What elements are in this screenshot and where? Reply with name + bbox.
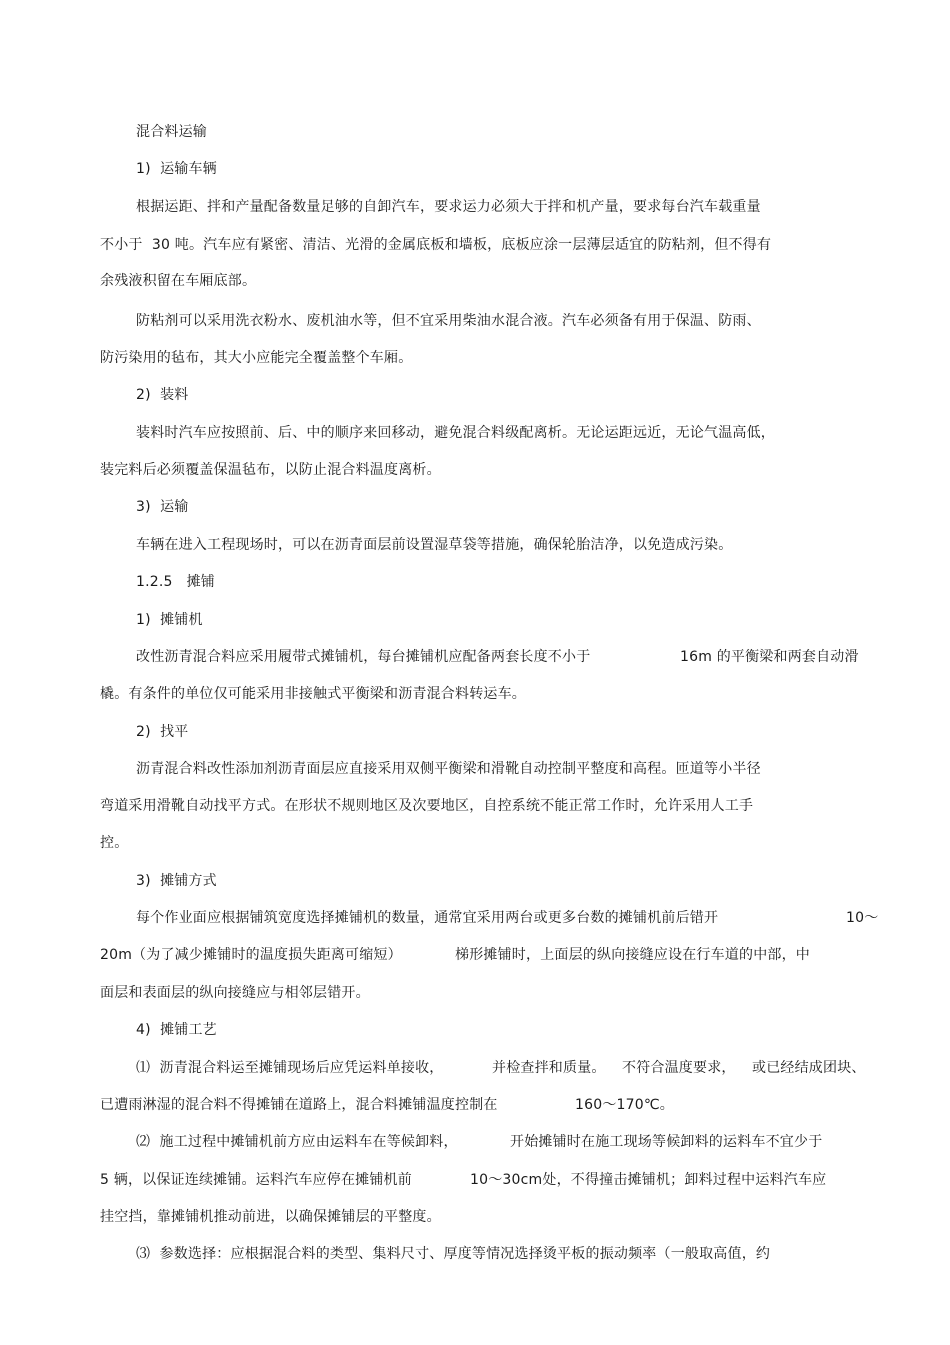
paragraph-line: 橇。有条件的单位仅可能采用非接触式平衡梁和沥青混合料转运车。 (100, 686, 526, 702)
paragraph-line: 装料时汽车应按照前、后、中的顺序来回移动，避免混合料级配离析。无论运距远近，无论气温高低， (136, 425, 775, 441)
paragraph-line: 沥青混合料改性添加剂沥青面层应直接采用双侧平衡梁和滑靴自动控制平整度和高程。匝道等小半径 (136, 761, 761, 777)
paragraph-line: 余残液积留在车厢底部。 (100, 273, 257, 289)
paragraph-line: 车辆在进入工程现场时，可以在沥青面层前设置湿草袋等措施，确保轮胎洁净，以免造成污染。 (136, 537, 733, 553)
paragraph-line: 挂空挡，靠摊铺机推动前进，以确保摊铺层的平整度。 (100, 1209, 441, 1225)
paragraph-line: 根据运距、拌和产量配备数量足够的自卸汽车，要求运力必须大于拌和机产量，要求每台汽车载重量 (136, 199, 761, 215)
paragraph-line: ⑵ 施工过程中摊铺机前方应由运料车在等候卸料， (136, 1134, 458, 1150)
paragraph-line: 面层和表面层的纵向接缝应与相邻层错开。 (100, 985, 370, 1001)
subheading: 2) 找平 (136, 724, 189, 740)
paragraph-line-part: 160～170℃。 (575, 1097, 674, 1113)
section-heading: 1.2.5 摊铺 (136, 574, 215, 590)
paragraph-line-part: 不符合温度要求， (622, 1060, 736, 1076)
subheading: 2) 装料 (136, 387, 189, 403)
subheading: 1) 运输车辆 (136, 161, 217, 177)
paragraph-line: 每个作业面应根据铺筑宽度选择摊铺机的数量，通常宜采用两台或更多台数的摊铺机前后错开 (136, 910, 719, 926)
paragraph-line: 控。 (100, 835, 129, 851)
paragraph-line-part: 16m 的平衡梁和两套自动滑 (680, 649, 859, 665)
paragraph-line-part: 梯形摊铺时，上面层的纵向接缝应设在行车道的中部，中 (455, 947, 810, 963)
paragraph-line: 不小于 30 吨。汽车应有紧密、清洁、光滑的金属底板和墙板，底板应涂一层薄层适宜的防粘剂，但不得有 (100, 237, 772, 253)
paragraph-line-part: 开始摊铺时在施工现场等候卸料的运料车不宜少于 (510, 1134, 823, 1150)
subheading: 1) 摊铺机 (136, 612, 203, 628)
paragraph-line: ⑶ 参数选择：应根据混合料的类型、集料尺寸、厚度等情况选择烫平板的振动频率（一般取高值，约 (136, 1246, 771, 1262)
paragraph-line-part: 10～30cm处，不得撞击摊铺机；卸料过程中运料汽车应 (470, 1172, 827, 1188)
section-heading: 混合料运输 (136, 124, 207, 140)
subheading: 3) 运输 (136, 499, 189, 515)
paragraph-line: 装完料后必须覆盖保温毡布，以防止混合料温度离析。 (100, 462, 441, 478)
paragraph-line: 改性沥青混合料应采用履带式摊铺机，每台摊铺机应配备两套长度不小于 (136, 649, 591, 665)
paragraph-line-part: 10～ (846, 910, 879, 926)
paragraph-line-part: 或已经结成团块、 (752, 1060, 866, 1076)
subheading: 3) 摊铺方式 (136, 873, 217, 889)
paragraph-line: 弯道采用滑靴自动找平方式。在形状不规则地区及次要地区，自控系统不能正常工作时，允许采用人工手 (100, 798, 754, 814)
subheading: 4) 摊铺工艺 (136, 1022, 217, 1038)
paragraph-line: 防污染用的毡布，其大小应能完全覆盖整个车厢。 (100, 350, 413, 366)
paragraph-line: ⑴ 沥青混合料运至摊铺现场后应凭运料单接收， (136, 1060, 444, 1076)
paragraph-line: 20m（为了减少摊铺时的温度损失距离可缩短） (100, 947, 402, 963)
paragraph-line: 已遭雨淋湿的混合料不得摊铺在道路上，混合料摊铺温度控制在 (100, 1097, 498, 1113)
paragraph-line: 防粘剂可以采用洗衣粉水、废机油水等，但不宜采用柴油水混合液。汽车必须备有用于保温、防雨、 (136, 313, 761, 329)
paragraph-line-part: 并检查拌和质量。 (492, 1060, 606, 1076)
paragraph-line: 5 辆，以保证连续摊铺。运料汽车应停在摊铺机前 (100, 1172, 412, 1188)
